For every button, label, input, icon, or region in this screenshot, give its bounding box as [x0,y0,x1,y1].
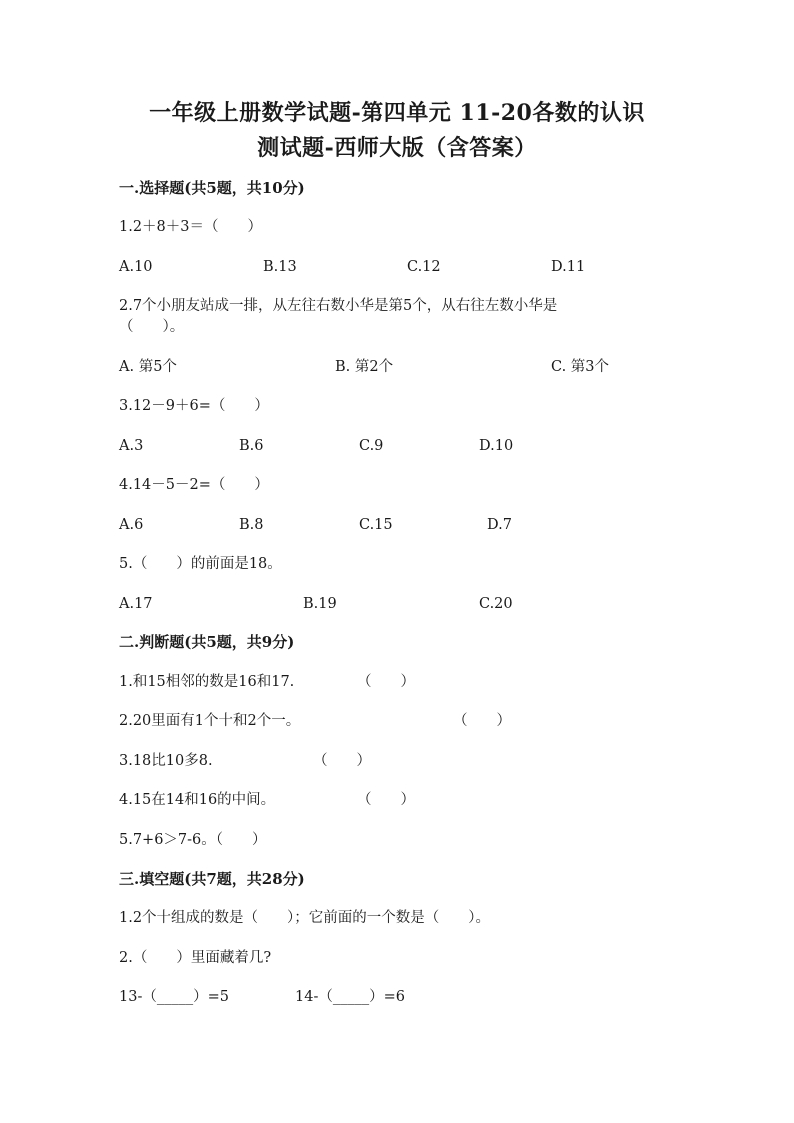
option-c: C.12 [407,259,441,275]
question-text-continued: （ ）。 [119,319,185,335]
section-heading-fill-blank: 三.填空题(共7题，共28分) [119,870,305,888]
option-a: A.10 [119,259,153,275]
section-heading-true-false: 二.判断题(共5题，共9分) [119,633,295,651]
question-text: 2.7个小朋友站成一排，从左往右数小华是第5个，从右往左数小华是 [119,298,558,314]
equation-part: 14-（_____）=6 [295,989,405,1005]
equation-part: 13-（_____）=5 [119,989,229,1005]
question-text: 1.和15相邻的数是16和17. [119,674,295,690]
option-b: B.8 [239,517,264,533]
question-text: 1.2个十组成的数是（ ）；它前面的一个数是（ ）。 [119,910,491,926]
section-heading-choice: 一.选择题(共5题，共10分) [119,179,305,197]
document-title-line2: 测试题-西师大版（含答案） [257,135,537,161]
option-a: A.6 [119,517,144,533]
question-text: 4.14－5－2=（ ） [119,477,269,493]
option-d: D.10 [479,438,514,454]
question-text: 1.2＋8＋3＝（ ） [119,219,263,235]
answer-blank: （ ） [453,713,511,729]
option-d: D.11 [551,259,586,275]
option-c: C.9 [359,438,384,454]
document-title-line1: 一年级上册数学试题-第四单元 11-20各数的认识 [149,100,645,126]
question-text: 2.20里面有1个十和2个一。 [119,713,301,729]
option-d: D.7 [487,517,512,533]
question-text: 3.12－9＋6=（ ） [119,398,269,414]
question-text: 5.7+6＞7-6。（ ） [119,832,267,848]
option-a: A. 第5个 [119,359,177,375]
question-text: 3.18比10多8. [119,753,213,769]
answer-blank: （ ） [313,753,371,769]
question-text: 5.（ ）的前面是18。 [119,556,282,572]
option-b: B.6 [239,438,264,454]
option-a: A.17 [119,596,153,612]
question-text: 4.15在14和16的中间。 [119,792,276,808]
option-b: B.19 [303,596,337,612]
option-c: C.20 [479,596,513,612]
question-text: 2.（ ）里面藏着几? [119,950,272,966]
option-c: C.15 [359,517,393,533]
option-a: A.3 [119,438,144,454]
option-c: C. 第3个 [551,359,610,375]
answer-blank: （ ） [357,674,415,690]
option-b: B.13 [263,259,297,275]
option-b: B. 第2个 [335,359,394,375]
answer-blank: （ ） [357,792,415,808]
